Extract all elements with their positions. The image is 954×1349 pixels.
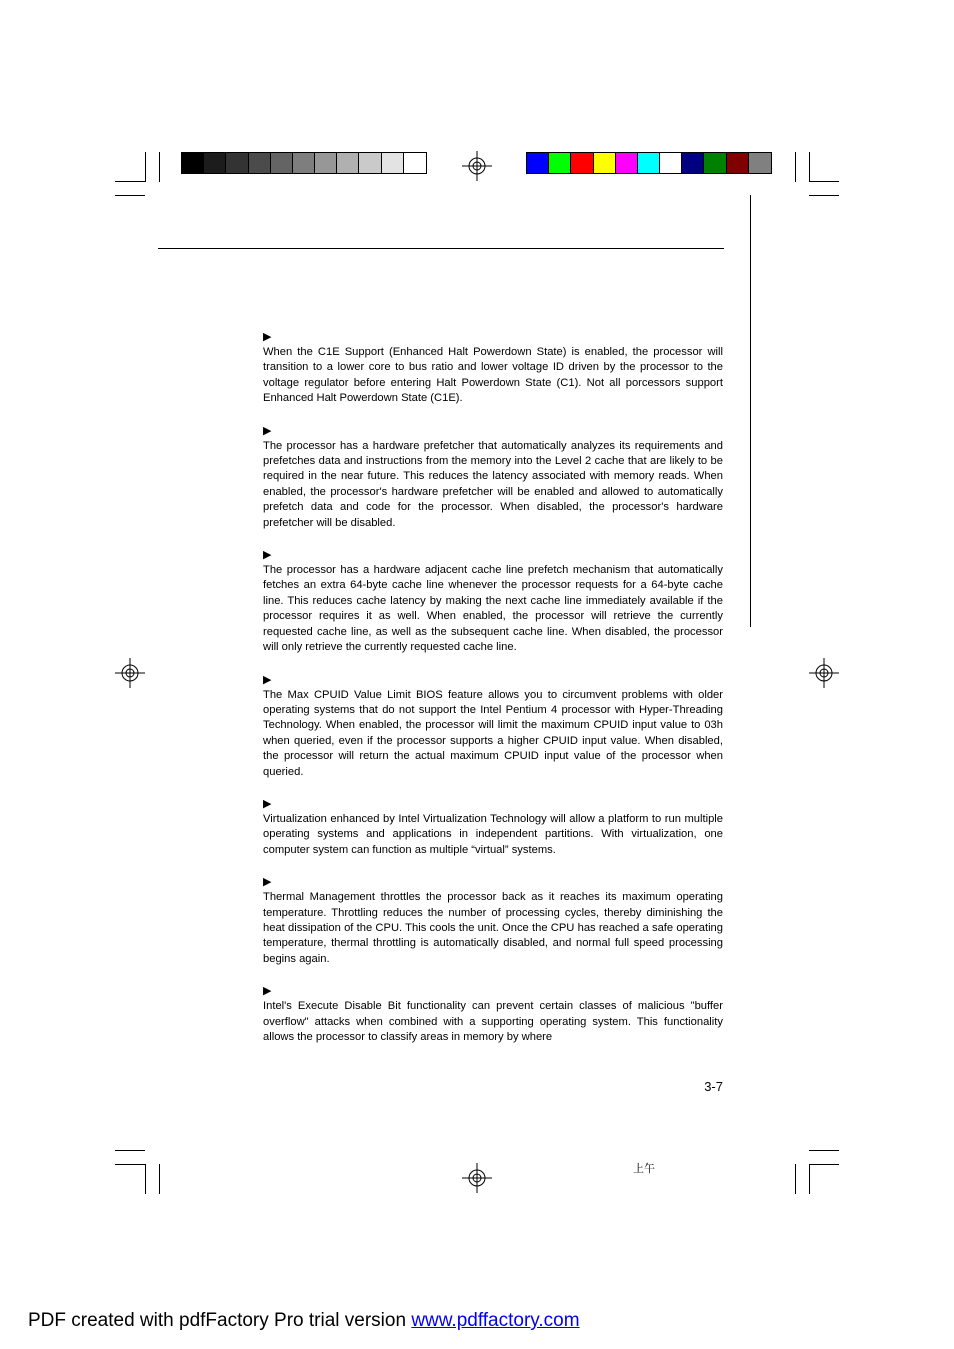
section-c1e-support — [263, 330, 723, 407]
registration-mark-icon — [809, 658, 839, 688]
crop-mark — [809, 181, 839, 182]
color-swatch — [727, 153, 749, 173]
color-swatch — [527, 153, 549, 173]
section-virtualization — [263, 797, 723, 858]
bullet-arrow-icon: ▶ — [263, 673, 272, 686]
section-hardware-prefetcher — [263, 424, 723, 531]
color-swatch — [315, 153, 337, 173]
page-number: 3-7 — [704, 1079, 723, 1094]
crop-mark — [159, 1164, 160, 1194]
footer-text: PDF created with pdfFactory Pro trial version — [28, 1310, 412, 1331]
color-swatch — [616, 153, 638, 173]
color-swatch — [660, 153, 682, 173]
color-swatch — [359, 153, 381, 173]
section-paragraph: The processor has a hardware prefetcher that automatically analyzes its requirements and prefetches data and instructions from the memory into the Level 2 cache that are likely to be required in the near future. This reduces the latency associated with memory reads. When enabled, the processor's hardware prefetcher will be enabled and allowed to automatically prefetch data and code for the processor. When disabled, the processor's hardware prefetcher will be disabled. — [263, 439, 723, 529]
color-swatch — [271, 153, 293, 173]
crop-mark — [809, 1164, 839, 1165]
color-swatch — [594, 153, 616, 173]
color-swatch — [337, 153, 359, 173]
crop-mark — [145, 1164, 146, 1194]
color-swatch — [638, 153, 660, 173]
bullet-arrow-icon: ▶ — [263, 331, 272, 343]
color-swatch — [249, 153, 271, 173]
bullet-arrow-icon: ▶ — [263, 549, 272, 562]
color-swatch — [226, 153, 248, 173]
crop-mark — [115, 181, 145, 182]
crop-mark — [115, 195, 145, 196]
footer-link[interactable]: www.pdffactory.com — [411, 1310, 580, 1331]
color-swatch — [549, 153, 571, 173]
section-thermal-management — [263, 875, 723, 967]
color-swatch — [749, 153, 771, 173]
crop-mark — [809, 152, 810, 182]
crop-mark — [115, 1150, 145, 1151]
section-paragraph: When the C1E Support (Enhanced Halt Powerdown State) is enabled, the processor will transition to a lower core to bus ratio and lower voltage ID driven by the processor to the voltage regulator before entering Halt Powerdown State (C1). Not all porcessors support Enhanced Halt Powerdown State (C1E). — [263, 346, 723, 405]
section-execute-disable-bit — [263, 984, 723, 1045]
color-calibration-bar — [526, 152, 772, 174]
color-swatch — [704, 153, 726, 173]
section-max-cpuid — [263, 673, 723, 780]
section-paragraph: The processor has a hardware adjacent cache line prefetch mechanism that automatically fetches an extra 64-byte cache line whenever the processor requests for a 64-byte cache line. This reduces cache latency by making the next cache line immediately available if the processor requires it as well. When enabled, the processor will retrieve the currently requested cache line, as well as the subsequent cache line. When disabled, the processor will only retrieve the currently requested cache line. — [263, 564, 723, 654]
crop-mark — [115, 1164, 145, 1165]
color-swatch — [382, 153, 404, 173]
section-paragraph: Intel's Execute Disable Bit functionality can prevent certain classes of malicious "buffer overflow" attacks when combined with a supporting operating system. This functionality allows the processor to classify areas in memory by where — [263, 1000, 723, 1043]
document-body — [263, 330, 723, 1062]
section-adjacent-cache-line — [263, 548, 723, 655]
registration-mark-icon — [115, 658, 145, 688]
bullet-arrow-icon: ▶ — [263, 424, 272, 437]
crop-mark — [795, 152, 796, 182]
section-paragraph: The Max CPUID Value Limit BIOS feature allows you to circumvent problems with older operating systems that do not support the Intel Pentium 4 processor with Hyper-Threading Technology. When enabled, the processor will limit the maximum CPUID input value to 03h when queried, even if the processor supports a higher CPUID input value. When disabled, the processor will return the actual maximum CPUID input value of the processor when queried. — [263, 688, 723, 778]
crop-mark — [809, 195, 839, 196]
registration-mark-icon — [462, 1163, 492, 1193]
crop-mark — [809, 1150, 839, 1151]
bullet-arrow-icon: ▶ — [263, 797, 272, 810]
crop-mark — [809, 1164, 810, 1194]
color-swatch — [571, 153, 593, 173]
color-swatch — [204, 153, 226, 173]
pdf-footer — [28, 1310, 580, 1332]
color-swatch — [682, 153, 704, 173]
crop-mark — [795, 1164, 796, 1194]
section-paragraph: Thermal Management throttles the processor back as it reaches its maximum operating temperature. Throttling reduces the number of processing cycles, thereby diminishing the heat dissipation of the CPU. This cools the unit. Once the CPU has reached a safe operating temperature, thermal throttling is automatically disabled, and normal full speed processing begins again. — [263, 891, 723, 965]
section-paragraph: Virtualization enhanced by Intel Virtualization Technology will allow a platform to run multiple operating systems and applications in independent partitions. With virtualization, one computer system can function as multiple “virtual” systems. — [263, 812, 723, 856]
bullet-arrow-icon: ▶ — [263, 876, 272, 889]
color-swatch — [182, 153, 204, 173]
header-rule — [158, 248, 724, 249]
print-mark: 上午 — [633, 1162, 655, 1175]
color-swatch — [404, 153, 426, 173]
margin-rule — [750, 195, 751, 627]
registration-mark-icon — [462, 151, 492, 181]
crop-mark — [159, 152, 160, 182]
color-swatch — [293, 153, 315, 173]
crop-mark — [145, 152, 146, 182]
grayscale-calibration-bar — [181, 152, 427, 174]
bullet-arrow-icon: ▶ — [263, 985, 272, 998]
